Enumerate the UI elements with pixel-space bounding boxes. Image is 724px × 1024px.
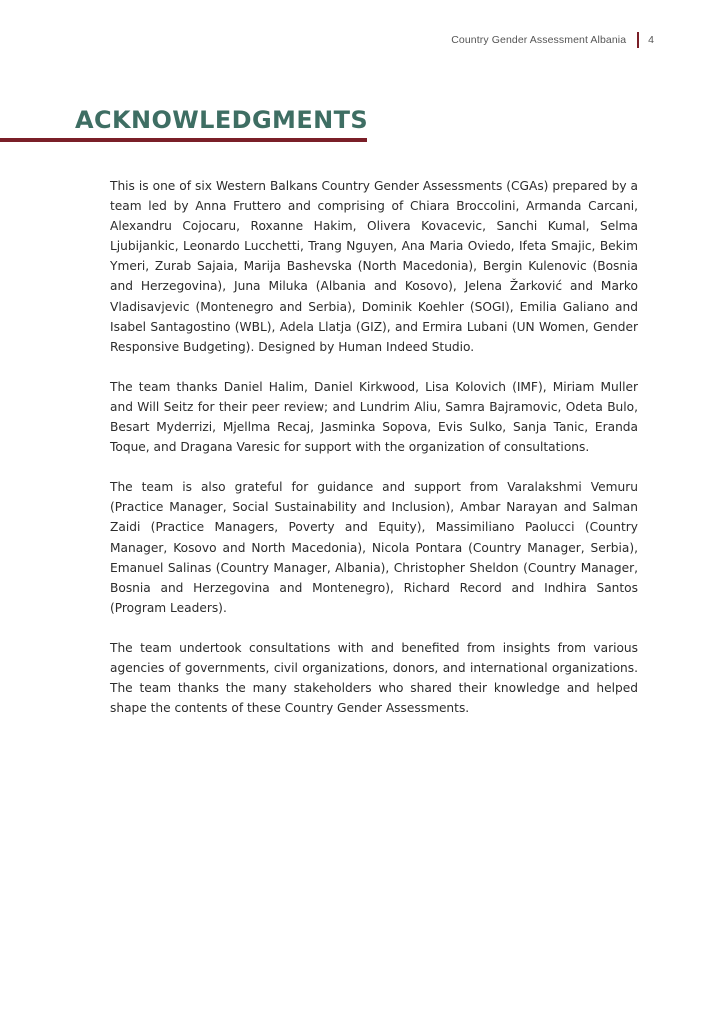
paragraph-consultations: The team undertook consultations with and benefited from insights from various agencies of governments, civil organizations, donors, and international organizations. The team thanks the many stakeholders who shared their knowledge and helped shape the contents of these Country Gender Assessments. — [110, 640, 638, 716]
page-title: ACKNOWLEDGMENTS — [75, 106, 369, 134]
running-header — [451, 31, 654, 49]
paragraph-peer-review: The team thanks Daniel Halim, Daniel Kirkwood, Lisa Kolovich (IMF), Miriam Muller and Will Seitz for their peer review; and Lundrim Aliu, Samra Bajramovic, Odeta Bulo, Besart Myderrizi, Mjellma Recaj, Jasminka Sopova, Evis Sulko, Sanja Tanic, Eranda Toque, and Dragana Varesic for support with the organization of consultations. — [110, 379, 638, 455]
header-divider — [637, 32, 639, 48]
paragraph-guidance: The team is also grateful for guidance and support from Varalakshmi Vemuru (Practice Manager, Social Sustainability and Inclusion), Ambar Narayan and Salman Zaidi (Practice Managers, Poverty and Equity), Massimiliano Paolucci (Country Manager, Kosovo and North Macedonia), Nicola Pontara (Country Manager, Serbia), Emanuel Salinas (Country Manager, Albania), Christopher Sheldon (Country Manager, Bosnia and Herzegovina and Montenegro), Richard Record and Indhira Santos (Program Leaders). — [110, 480, 638, 615]
paragraph-team: This is one of six Western Balkans Country Gender Assessments (CGAs) prepared by a team led by Anna Fruttero and comprising of Chiara Broccolini, Armanda Carcani, Alexandru Cojocaru, Roxanne Hakim, Olivera Kovacevic, Sanchi Kumal, Selma Ljubijankic, Leonardo Lucchetti, Trang Nguyen, Ana Maria Oviedo, Ifeta Smajic, Bekim Ymeri, Zurab Sajaia, Marija Bashevska (North Macedonia), Bergin Kulenovic (Bosnia and Herzegovina), Juna Miluka (Albania and Kosovo), Jelena Žarković and Marko Vladisavjevic (Montenegro and Serbia), Dominik Koehler (SOGI), Emilia Galiano and Isabel Santagostino (WBL), Adela Llatja (GIZ), and Ermira Lubani (UN Women, Gender Responsive Budgeting). Designed by Human Indeed Studio. — [110, 179, 638, 354]
title-underline-rule — [0, 138, 367, 142]
running-title: Country Gender Assessment Albania — [451, 34, 627, 46]
acknowledgments-body — [110, 176, 638, 738]
page-number: 4 — [648, 34, 654, 46]
